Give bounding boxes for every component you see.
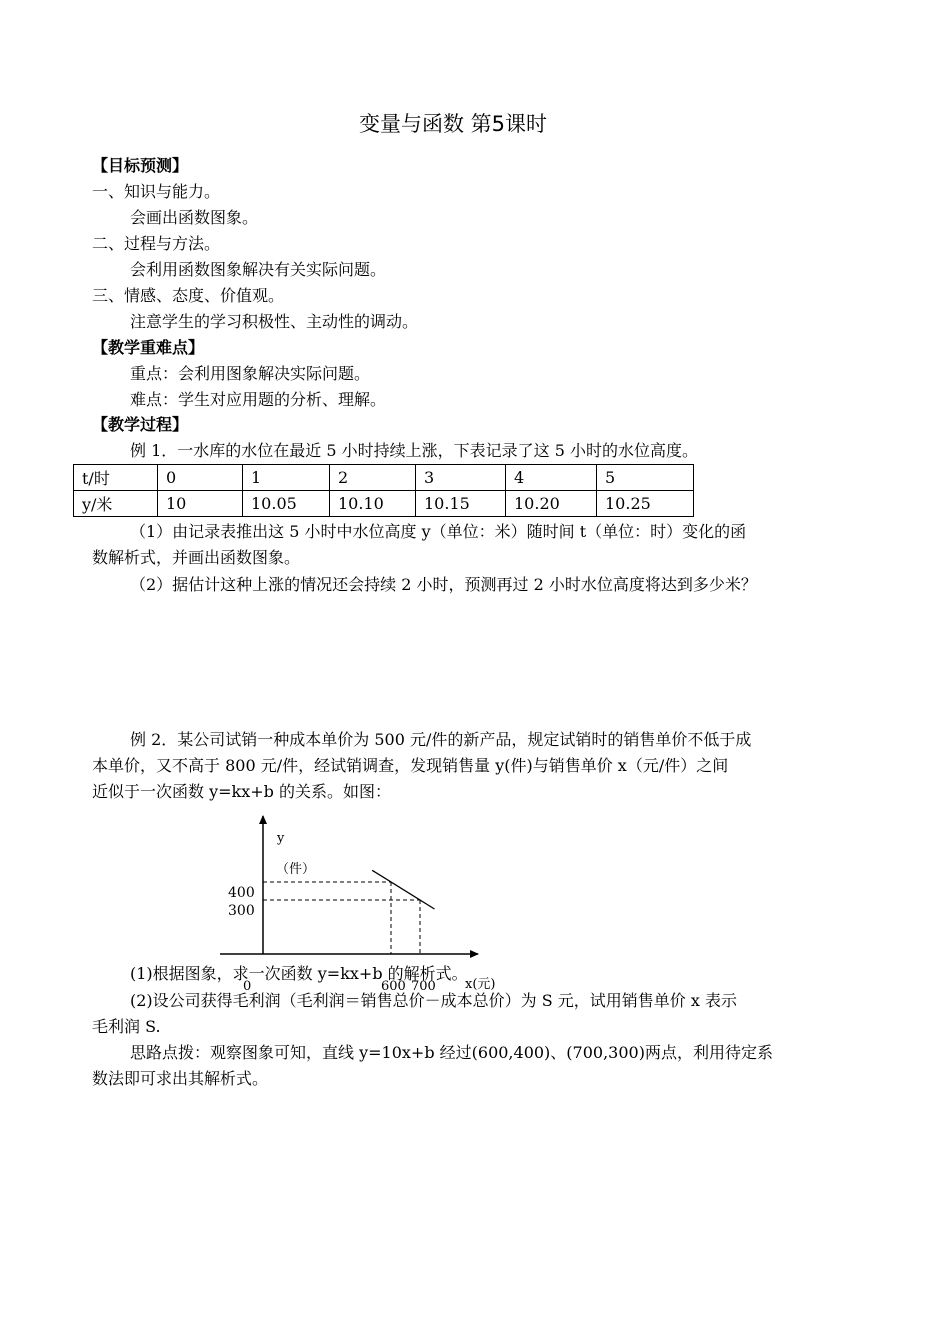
example1-question2: （2）据估计这种上涨的情况还会持续 2 小时，预测再过 2 小时水位高度将达到多少米？ — [130, 575, 757, 594]
page-title: 变量与函数 第5课时 — [359, 112, 548, 136]
table-cell: 4 — [506, 465, 597, 491]
table-cell: 10.05 — [243, 491, 330, 517]
table-cell: t/时 — [74, 465, 158, 491]
example2-question1: (1)根据图象，求一次函数 y=kx+b 的解析式。 — [130, 964, 468, 983]
example1-question1-line2: 数解析式，并画出函数图象。 — [92, 548, 301, 567]
key-focus: 重点：会利用图象解决实际问题。 — [130, 364, 371, 383]
y-tick-label-400: 400 — [228, 885, 255, 901]
goal-3-label: 三、情感、态度、价值观。 — [92, 286, 285, 305]
goal-1-label: 一、知识与能力。 — [92, 182, 221, 201]
table-cell: 3 — [416, 465, 506, 491]
example2-hint-line2: 数法即可求出其解析式。 — [92, 1069, 269, 1088]
key-points-heading: 【教学重难点】 — [92, 338, 205, 357]
key-difficulty: 难点：学生对应用题的分析、理解。 — [130, 390, 387, 409]
table-cell: 5 — [597, 465, 694, 491]
table-cell: 10.10 — [330, 491, 416, 517]
goal-2-label: 二、过程与方法。 — [92, 234, 221, 253]
table-cell: 0 — [158, 465, 243, 491]
goal-1-detail: 会画出函数图象。 — [130, 208, 259, 227]
table-cell: 10 — [158, 491, 243, 517]
example1-intro: 例 1．一水库的水位在最近 5 小时持续上涨，下表记录了这 5 小时的水位高度。 — [130, 441, 698, 460]
example2-question2-line1: (2)设公司获得毛利润（毛利润＝销售总价－成本总价）为 S 元，试用销售单价 x 表示 — [130, 991, 737, 1010]
y-tick-label-300: 300 — [228, 903, 255, 919]
origin-label: 0 — [243, 979, 252, 994]
y-unit-label: （件） — [276, 862, 316, 877]
example1-question1-line1: （1）由记录表推出这 5 小时中水位高度 y（单位：米）随时间 t（单位：时）变化的函 — [130, 522, 747, 541]
table-cell: 10.15 — [416, 491, 506, 517]
y-axis-label: y — [277, 831, 285, 846]
table-cell: 10.20 — [506, 491, 597, 517]
table-row — [74, 491, 694, 517]
x-axis-label: x(元) — [465, 977, 496, 992]
table-cell: y/米 — [74, 491, 158, 517]
example2-hint-line1: 思路点拨：观察图象可知，直线 y=10x+b 经过(600,400)、(700,300)两点，利用待定系 — [130, 1043, 773, 1062]
process-heading: 【教学过程】 — [92, 415, 189, 434]
x-tick-label-700: 700 — [411, 979, 436, 994]
table-row — [74, 465, 694, 491]
example2-question2-line2: 毛利润 S. — [92, 1017, 161, 1036]
example2-line2: 本单价，又不高于 800 元/件，经试销调查，发现销售量 y(件)与销售单价 x（元/件）之间 — [92, 756, 729, 775]
x-tick-label-600: 600 — [381, 979, 406, 994]
example2-line1: 例 2．某公司试销一种成本单价为 500 元/件的新产品，规定试销时的销售单价不低于成 — [130, 730, 752, 749]
table-cell: 10.25 — [597, 491, 694, 517]
goal-3-detail: 注意学生的学习积极性、主动性的调动。 — [130, 312, 419, 331]
sales-line — [372, 870, 434, 909]
table-cell: 1 — [243, 465, 330, 491]
table-cell: 2 — [330, 465, 416, 491]
water-level-table — [73, 464, 694, 517]
goal-2-detail: 会利用函数图象解决有关实际问题。 — [130, 260, 387, 279]
goals-heading: 【目标预测】 — [92, 156, 189, 175]
example2-line3: 近似于一次函数 y=kx+b 的关系。如图： — [92, 782, 391, 801]
